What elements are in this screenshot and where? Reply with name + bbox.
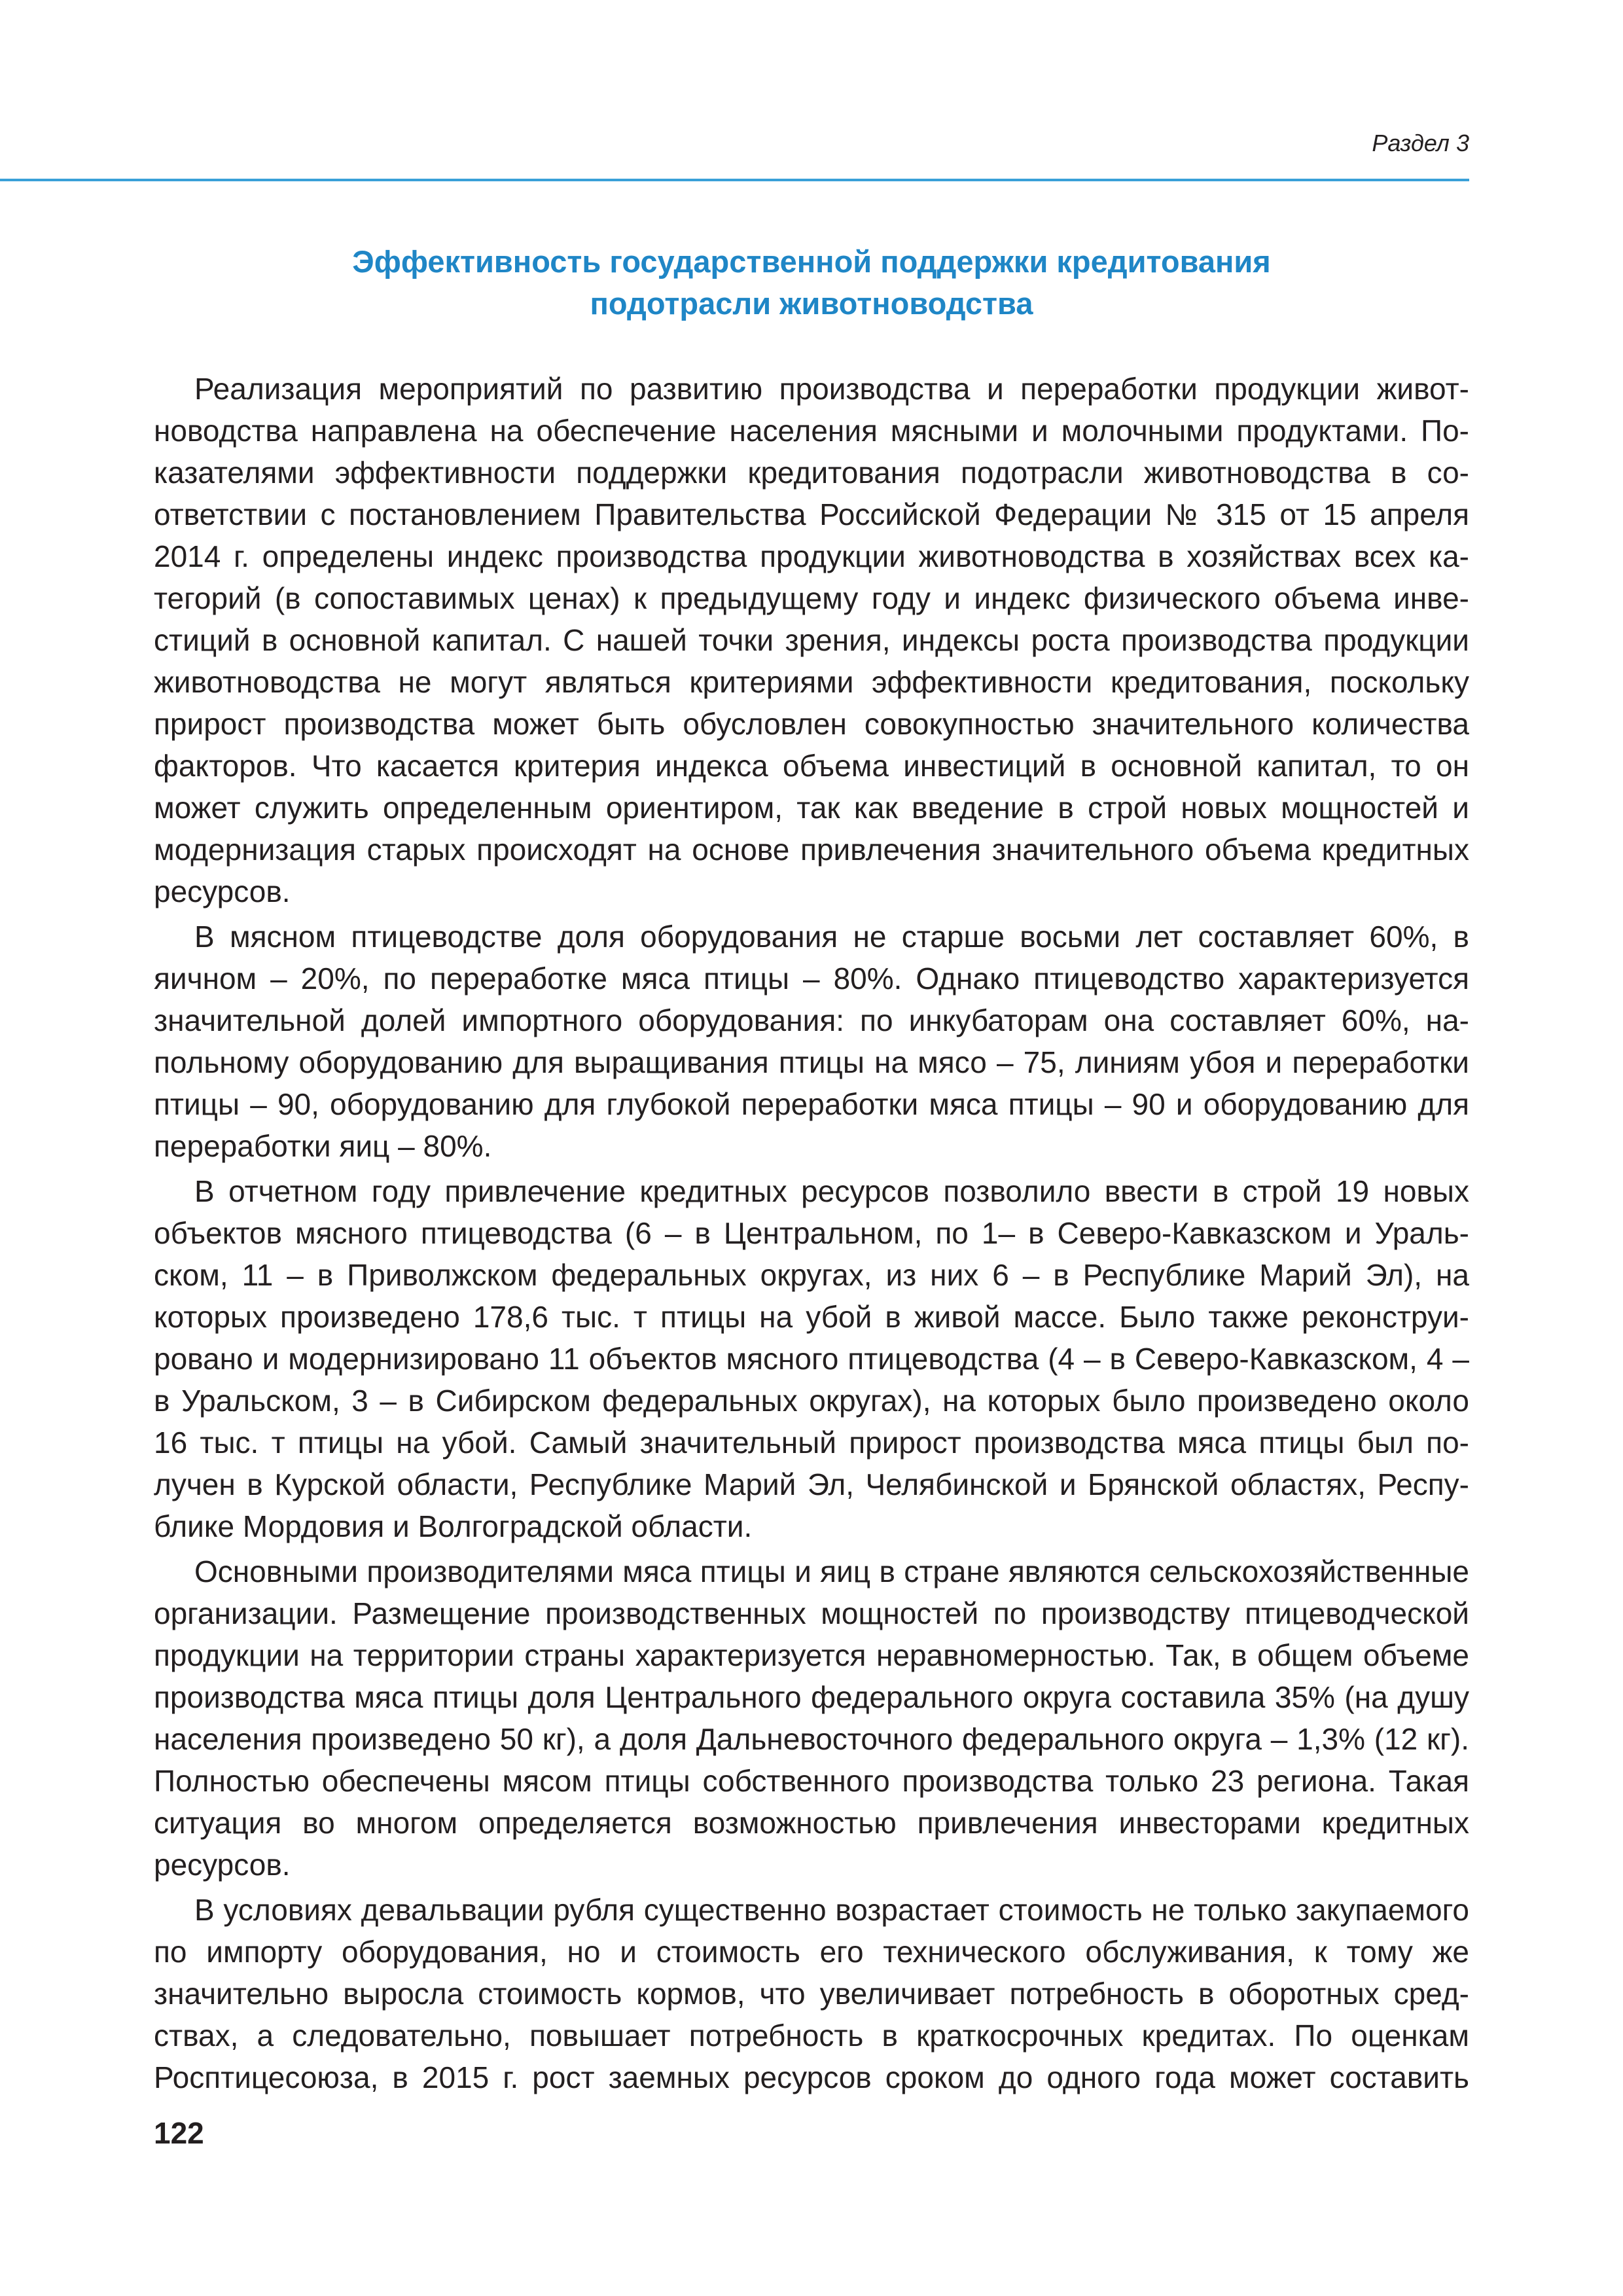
page-title bbox=[154, 241, 1469, 325]
paragraph-3: В отчетном году привлечение кредитных ресурсов позволило ввести в строй 19 новых объектов мясного птицеводства (6 – в Центральном, по 1– в Северо-Кавказском и Уральском, 11 – в Приволжском федеральных округах, из них 6 – в Республике Марий Эл), на которых произведено 178,6 тыс. т птицы на убой в живой массе. Было также реконструировано и модернизировано 11 объектов мясного птицеводства (4 – в Северо-Кавказском, 4 – в Уральском, 3 – в Сибирском федеральных округах), на которых было произведено около 16 тыс. т птицы на убой. Самый значительный прирост производства мяса птицы был получен в Курской области, Республике Марий Эл, Челябинской и Брянской областях, Республике Мордовия и Волгоградской области. bbox=[154, 1174, 1469, 1543]
page-title-line-2: подотрасли животноводства bbox=[590, 286, 1033, 321]
paragraph-1: Реализация мероприятий по развитию производства и переработки продукции животноводства направлена на обеспечение населения мясными и молочными продуктами. Показателями эффективности поддержки кредитования подотрасли животноводства в соответствии с постановлением Правительства Российской Федерации № 315 от 15 апреля 2014 г. определены индекс производства продукции животноводства в хозяйствах всех категорий (в сопоставимых ценах) к предыдущему году и индекс физического объема инвестиций в основной капитал. С нашей точки зрения, индексы роста производства продукции животноводства не могут являться критериями эффективности кредитования, поскольку прирост производства может быть обусловлен совокупностью значительного количества факторов. Что касается критерия индекса объема инвестиций в основной капитал, то он может служить определенным ориентиром, так как введение в строй новых мощностей и модернизация старых происходят на основе привлечения значительного объема кредитных ресурсов. bbox=[154, 372, 1469, 908]
page-title-line-1: Эффективность государственной поддержки кредитования bbox=[352, 244, 1271, 279]
page-number: 122 bbox=[154, 2116, 204, 2150]
paragraph-2: В мясном птицеводстве доля оборудования не старше восьми лет составляет 60%, в яичном – 20%, по переработке мяса птицы – 80%. Однако птицеводство характеризуется значительной долей импортного оборудования: по инкубаторам она составляет 60%, напольному оборудованию для выращивания птицы на мясо – 75, линиям убоя и переработки птицы – 90, оборудованию для глубокой переработки мяса птицы – 90 и оборудованию для переработки яиц – 80%. bbox=[154, 920, 1469, 1163]
running-header-section: Раздел 3 bbox=[1372, 130, 1469, 156]
paragraph-5: В условиях девальвации рубля существенно возрастает стоимость не только закупаемого по импорту оборудования, но и стоимость его технического обслуживания, к тому же значительно выросла стоимость кормов, что увеличивает потребность в оборотных средствах, а следовательно, повышает потребность в краткосрочных кредитах. По оценкам Росптицесоюза, в 2015 г. рост заемных ресурсов сроком до одного года может составить bbox=[154, 1893, 1469, 2094]
header-divider bbox=[0, 179, 1469, 181]
body-text bbox=[154, 368, 1469, 2102]
paragraph-4: Основными производителями мяса птицы и яиц в стране являются сельскохозяйственные организации. Размещение производственных мощностей по производству птицеводческой продукции на территории страны характеризуется неравномерностью. Так, в общем объеме производства мяса птицы доля Центрального федерального округа составила 35% (на душу населения произведено 50 кг), а доля Дальневосточного федерального округа – 1,3% (12 кг). Полностью обеспечены мясом птицы собственного производства только 23 региона. Такая ситуация во многом определяется возможностью привлечения инвесторами кредитных ресурсов. bbox=[154, 1554, 1469, 1882]
